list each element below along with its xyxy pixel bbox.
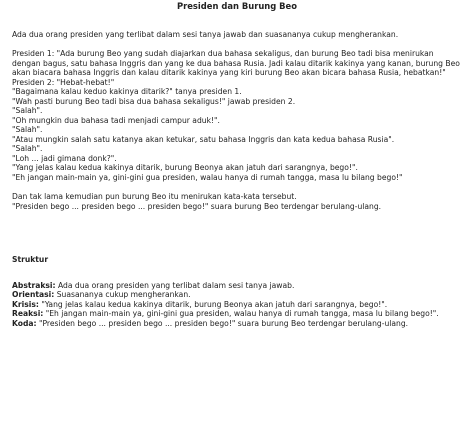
story-line: "Bagaimana kalau keduo kakinya ditarik?" tanya presiden 1. <box>12 87 242 96</box>
spacer <box>12 39 462 49</box>
structure-item-reaksi <box>12 309 462 319</box>
story-line: Presiden 1: "Ada burung Beo yang sudah diajarkan dua bahasa sekaligus, dan burung Beo tadi bisa menirukan dengan bagus, satu bahasa Inggris dan yang ke dua bahasa Rusia. Jadi kalau ditarik kakinya yang kanan, burung Beo akan biacara bahasa Inggris dan kalau ditarik kakinya yang kiri burung Beo akan bicara bahasa Rusia, hebatkan!" <box>12 49 460 77</box>
ending-line: "Presiden bego ... presiden bego ... presiden bego!" suara burung Beo terdengar berulang-ulang. <box>12 201 382 211</box>
story-line: "Wah pasti burung Beo tadi bisa dua bahasa sekaligus!" jawab presiden 2. <box>12 96 296 106</box>
ending-line: Dan tak lama kemudian pun burung Beo itu menirukan kata-kata tersebut. <box>12 192 297 201</box>
structure-label: Abstraksi: <box>12 280 56 290</box>
story-line: "Salah". <box>12 125 43 134</box>
structure-text: "Eh jangan main-main ya, gini-gini gua presiden, walau hanya di rumah tangga, masa lu bilang bego!". <box>43 309 439 318</box>
structure-text: "Yang jelas kalau kedua kakinya ditarik, burung Beonya akan jatuh dari sarangnya, bego!". <box>38 299 388 309</box>
structure-text: "Presiden bego ... presiden bego ... presiden bego!" suara burung Beo terdengar berulang-ulang. <box>36 318 409 328</box>
structure-item-abstraksi <box>12 281 462 291</box>
structure-item-krisis <box>12 300 462 310</box>
structure-heading: Struktur <box>12 255 49 264</box>
document-title: Presiden dan Burung Beo <box>176 1 297 11</box>
story-line: "Oh mungkin dua bahasa tadi menjadi campur aduk!". <box>12 115 220 125</box>
ending-block <box>12 192 462 211</box>
story-line: "Salah". <box>12 144 43 153</box>
structure-label: Reaksi: <box>12 309 44 318</box>
story-line: "Salah". <box>12 106 43 115</box>
structure-text: Suasananya cukup mengherankan. <box>54 290 191 299</box>
story-block <box>12 49 462 182</box>
story-line: "Yang jelas kalau kedua kakinya ditarik, burung Beonya akan jatuh dari sarangnya, bego!". <box>12 163 358 172</box>
spacer <box>12 211 462 255</box>
structure-list <box>12 281 462 329</box>
story-line: "Eh jangan main-main ya, gini-gini gua presiden, walau hanya di rumah tangga, masa lu bilang bego!" <box>12 172 403 182</box>
structure-item-koda <box>12 319 462 329</box>
story-line: "Loh ... jadi gimana donk?". <box>12 153 117 163</box>
structure-label: Koda: <box>12 318 37 328</box>
structure-label: Orientasi: <box>12 290 55 299</box>
story-line: Presiden 2: "Hebat-hebat!" <box>12 77 115 87</box>
structure-text: Ada dua orang presiden yang terlibat dalam sesi tanya jawab. <box>55 280 295 290</box>
structure-item-orientasi <box>12 290 462 300</box>
story-line: "Atau mungkin salah satu katanya akan ketukar, satu bahasa Inggris dan kata kedua bahasa Rusia". <box>12 134 395 144</box>
structure-label: Krisis: <box>12 299 39 309</box>
intro-paragraph: Ada dua orang presiden yang terlibat dalam sesi tanya jawab dan suasananya cukup mengherankan. <box>12 29 399 39</box>
spacer <box>12 182 462 192</box>
